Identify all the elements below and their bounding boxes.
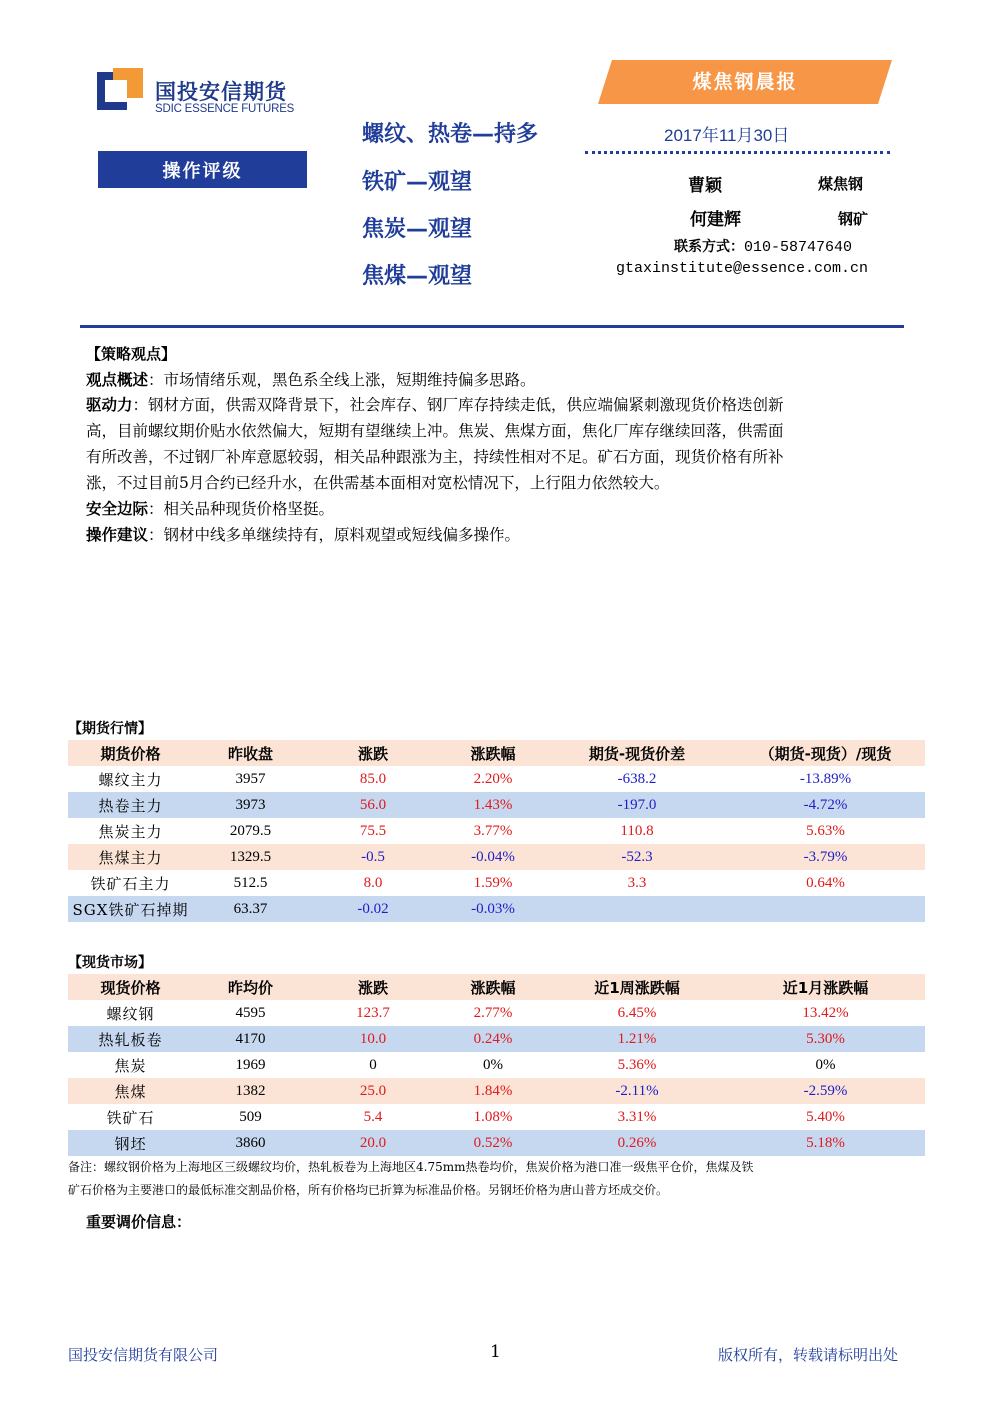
cell-ratio: -4.72% [803,796,848,813]
cell-basis: -52.3 [621,848,653,865]
cell-pct: 2.77% [473,1004,513,1021]
cell-chg: 10.0 [359,1030,387,1047]
rating-item: 螺纹、热卷—持多 [362,122,539,147]
table-note [68,1156,888,1202]
rating-label: 操作评级 [98,151,307,188]
cell-avg: 1969 [235,1056,266,1073]
cell-avg: 3860 [235,1134,266,1151]
driver-label: 驱动力 [86,396,133,414]
cell-name: 铁矿石主力 [90,874,171,893]
cell-close: 3957 [235,770,266,787]
cell-ratio: -13.89% [799,770,852,787]
logo-cn-text: 国投安信期货 [155,80,287,104]
cell-chg: 20.0 [359,1134,387,1151]
cell-week: 6.45% [617,1004,657,1021]
table-header-row [68,974,925,1000]
cell-basis: -638.2 [617,770,657,787]
cell-name: SGX铁矿石掉期 [72,900,189,919]
table-row [68,844,925,870]
cell-name: 焦炭主力 [98,822,163,841]
cell-pct: 0% [483,1056,503,1073]
cell-chg: 5.4 [363,1108,383,1125]
column-header: 昨收盘 [227,744,273,763]
table-row [68,766,925,792]
cell-name: 焦煤 [114,1082,147,1101]
spot-table [68,974,925,1156]
rating-item: 铁矿—观望 [362,170,473,195]
column-header: 昨均价 [227,978,273,997]
header-divider [80,325,904,328]
cell-basis: 3.3 [627,874,647,891]
cell-pct: -0.03% [471,900,515,917]
futures-title: 【期货行情】 [68,721,152,737]
cell-name: 焦炭 [114,1056,147,1075]
cell-pct: 0.24% [473,1030,513,1047]
column-header: 涨跌 [357,744,388,763]
advice-label: 操作建议 [86,526,149,544]
cell-close: 2079.5 [229,822,272,839]
cell-pct: 3.77% [473,822,513,839]
cell-name: 焦煤主力 [98,848,163,867]
important-title: 重要调价信息： [86,1213,192,1231]
contact-label: 联系方式： [674,239,744,255]
rating-item: 焦煤—观望 [362,264,473,289]
cell-close: 3973 [235,796,266,813]
table-row [68,1104,925,1130]
report-banner [598,60,892,104]
cell-chg: 75.5 [359,822,387,839]
logo-mark-icon [97,68,143,114]
futures-table [68,740,925,922]
cell-close: 63.37 [233,900,268,917]
table-row [68,896,925,922]
cell-chg: 123.7 [356,1004,390,1021]
cell-close: 512.5 [233,874,268,891]
analyst-name: 何建辉 [690,210,741,230]
column-header: （期货-现货）/现货 [759,744,892,763]
column-header: 涨跌幅 [470,978,516,997]
overview-paragraph [86,367,912,393]
table-row [68,792,925,818]
cell-chg: 25.0 [359,1082,387,1099]
cell-basis [548,896,726,922]
table-header-row [68,740,925,766]
cell-month: 0% [815,1056,836,1073]
cell-name: 热轧板卷 [98,1030,163,1049]
contact-phone [674,236,852,256]
footer-company: 国投安信期货有限公司 [68,1346,219,1364]
report-date: 2017年11月30日 [664,126,790,145]
cell-avg: 1382 [235,1082,266,1099]
cell-chg: 85.0 [359,770,387,787]
note-line: 矿石价格为主要港口的最低标准交割品价格，所有价格均已折算为标准品价格。另钢坯价格为唐山普方坯成交价。 [68,1183,669,1197]
cell-ratio: -3.79% [803,848,848,865]
table-row [68,1078,925,1104]
cell-basis: 110.8 [620,822,654,839]
note-line: 备注：螺纹钢价格为上海地区三级螺纹均价，热轧板卷为上海地区4.75mm热卷均价，焦炭价格为港口准一级焦平仓价，焦煤及铁 [68,1160,754,1174]
driver-paragraph [86,392,912,496]
logo-en-text: SDIC ESSENCE FUTURES [155,103,295,115]
table-row [68,1000,925,1026]
column-header: 期货价格 [100,744,161,763]
company-logo [97,68,307,118]
driver-text-line: 涨，不过目前5月合约已经升水，在供需基本面相对宽松情况下，上行阻力依然较大。 [86,474,670,492]
dotted-divider [585,151,890,154]
cell-week: 3.31% [617,1108,657,1125]
strategy-title: 【策略观点】 [86,345,177,363]
table-row [68,818,925,844]
column-header: 近1周涨跌幅 [594,978,680,997]
cell-name: 铁矿石 [106,1108,155,1127]
driver-text-line: 高，目前螺纹期价贴水依然偏大，短期有望继续上冲。焦炭、焦煤方面，焦化厂库存继续回落，供需面 [86,422,784,440]
cell-avg: 509 [239,1108,262,1125]
cell-pct: 1.59% [473,874,513,891]
table-row [68,1052,925,1078]
cell-month: -2.59% [803,1082,848,1099]
phone-number: 010-58747640 [744,239,853,256]
cell-chg: 56.0 [359,796,387,813]
analyst-area: 钢矿 [838,210,869,228]
cell-week: 0.26% [617,1134,657,1151]
column-header: 现货价格 [100,978,161,997]
spot-title: 【现货市场】 [68,955,152,971]
cell-ratio: 5.63% [806,822,845,839]
advice-text: ：钢材中线多单继续持有，原料观望或短线偏多操作。 [148,526,521,544]
cell-name: 热卷主力 [98,796,163,815]
table-row [68,1026,925,1052]
cell-month: 5.40% [806,1108,845,1125]
cell-week: 5.36% [617,1056,657,1073]
cell-chg: 8.0 [363,874,383,891]
cell-chg: -0.02 [357,900,389,917]
cell-close: 1329.5 [229,848,272,865]
cell-month: 5.30% [806,1030,845,1047]
cell-pct: 1.43% [473,796,513,813]
driver-text-line: 有所改善，不过钢厂补库意愿较弱，相关品种跟涨为主，持续性相对不足。矿石方面，现货价格有所补 [86,448,784,466]
advice-paragraph [86,522,912,548]
cell-pct: 1.08% [473,1108,513,1125]
cell-month: 13.42% [802,1004,849,1021]
cell-month: 5.18% [806,1134,845,1151]
cell-name: 螺纹主力 [98,770,163,789]
cell-pct: 0.52% [473,1134,513,1151]
safety-paragraph [86,496,912,522]
page-number: 1 [490,1342,501,1362]
cell-chg: 0 [369,1056,377,1073]
safety-text: ：相关品种现货价格坚挺。 [148,500,335,518]
cell-name: 钢坯 [114,1134,147,1153]
cell-chg: -0.5 [361,848,385,865]
table-row [68,1130,925,1156]
cell-ratio: 0.64% [806,874,845,891]
overview-text: ：市场情绪乐观，黑色系全线上涨，短期维持偏多思路。 [148,371,536,389]
column-header: 涨跌 [357,978,388,997]
cell-basis: -197.0 [617,796,657,813]
table-row [68,870,925,896]
analyst-name: 曹颖 [688,176,722,196]
cell-ratio [726,896,925,922]
cell-week: 1.21% [617,1030,657,1047]
cell-pct: 2.20% [473,770,513,787]
cell-week: -2.11% [615,1082,659,1099]
driver-text-line: ：钢材方面，供需双降背景下，社会库存、钢厂库存持续走低，供应端偏紧刺激现货价格迭创新 [132,396,784,414]
column-header: 涨跌幅 [470,744,516,763]
cell-pct: 1.84% [473,1082,513,1099]
column-header: 期货-现货价差 [588,744,686,763]
cell-avg: 4170 [235,1030,266,1047]
cell-avg: 4595 [235,1004,266,1021]
analyst-area: 煤焦钢 [818,175,864,193]
cell-name: 螺纹钢 [106,1004,155,1023]
report-name: 煤焦钢晨报 [692,71,798,93]
contact-email[interactable]: gtaxinstitute@essence.com.cn [616,260,869,277]
rating-item: 焦炭—观望 [362,217,473,242]
overview-label: 观点概述 [86,371,149,389]
cell-pct: -0.04% [471,848,515,865]
safety-label: 安全边际 [86,500,149,518]
column-header: 近1月涨跌幅 [782,978,869,997]
footer-copyright: 版权所有，转载请标明出处 [718,1346,899,1364]
